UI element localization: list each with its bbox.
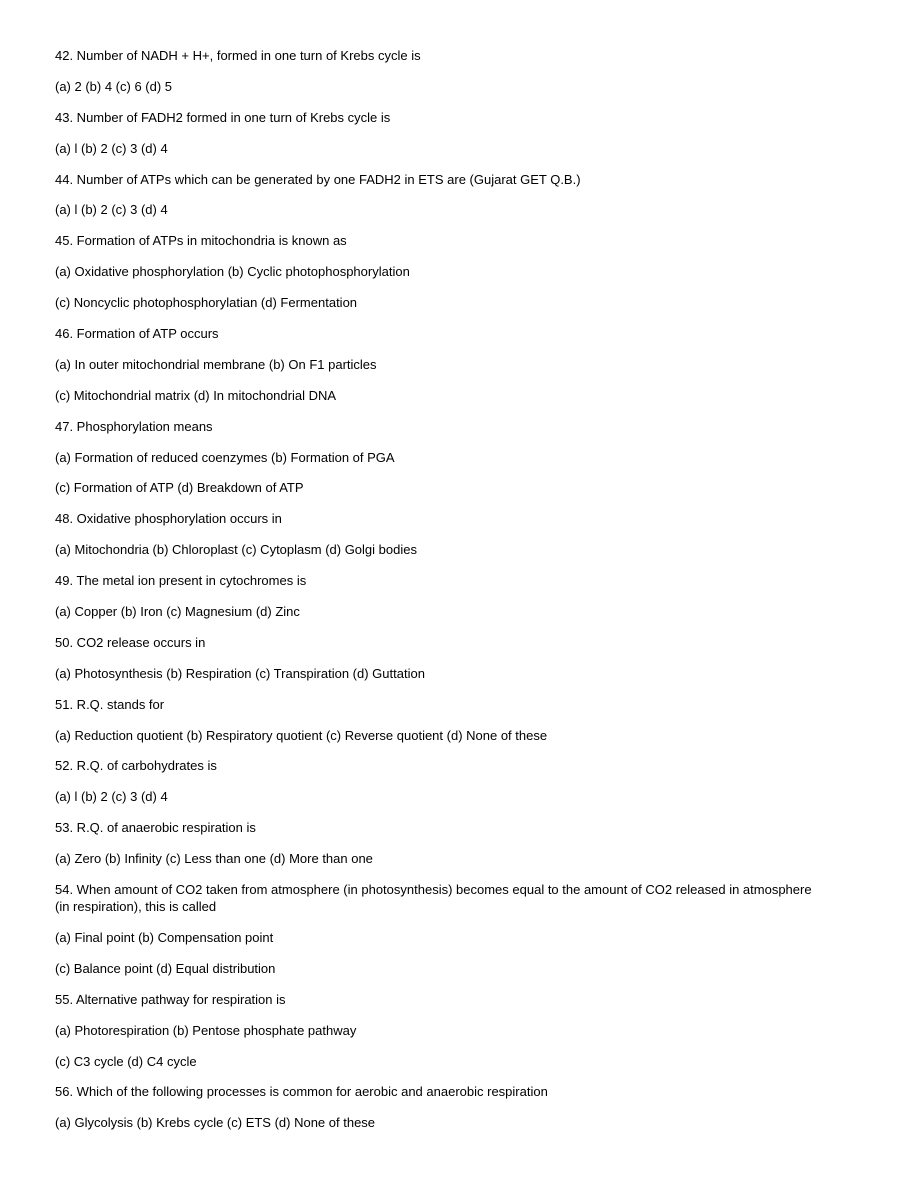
question-text: 47. Phosphorylation means: [55, 418, 213, 434]
answer-options: (a) Glycolysis (b) Krebs cycle (c) ETS (d) None of these: [55, 1115, 376, 1131]
answer-options: (a) l (b) 2 (c) 3 (d) 4: [55, 140, 168, 156]
answer-options: (c) Mitochondrial matrix (d) In mitochondrial DNA: [55, 387, 337, 403]
answer-options: (a) Photorespiration (b) Pentose phosphate pathway: [55, 1022, 357, 1038]
answer-options: (a) Zero (b) Infinity (c) Less than one (d) More than one: [55, 851, 373, 867]
question-text: 46. Formation of ATP occurs: [55, 326, 219, 342]
question-text: 45. Formation of ATPs in mitochondria is known as: [55, 233, 347, 249]
question-text: 53. R.Q. of anaerobic respiration is: [55, 820, 256, 836]
question-text: 55. Alternative pathway for respiration is: [55, 991, 286, 1007]
answer-options: (c) C3 cycle (d) C4 cycle: [55, 1053, 197, 1069]
answer-options: (c) Noncyclic photophosphorylatian (d) Fermentation: [55, 295, 358, 311]
answer-options: (a) Mitochondria (b) Chloroplast (c) Cytoplasm (d) Golgi bodies: [55, 542, 417, 558]
question-text: 56. Which of the following processes is common for aerobic and anaerobic respiration: [55, 1084, 548, 1100]
answer-options: (a) l (b) 2 (c) 3 (d) 4: [55, 202, 168, 218]
question-text: 51. R.Q. stands for: [55, 696, 165, 712]
question-text: 52. R.Q. of carbohydrates is: [55, 758, 217, 774]
question-text: 49. The metal ion present in cytochromes is: [55, 573, 307, 589]
answer-options: (a) Oxidative phosphorylation (b) Cyclic photophosphorylation: [55, 264, 410, 280]
answer-options: (c) Formation of ATP (d) Breakdown of ATP: [55, 480, 304, 496]
answer-options: (a) Reduction quotient (b) Respiratory quotient (c) Reverse quotient (d) None of these: [55, 727, 548, 743]
question-text: 42. Number of NADH + H+, formed in one turn of Krebs cycle is: [55, 48, 421, 63]
question-text: 44. Number of ATPs which can be generated by one FADH2 in ETS are (Gujarat GET Q.B.): [55, 171, 581, 187]
answer-options: (a) Final point (b) Compensation point: [55, 929, 274, 945]
answer-options: (c) Balance point (d) Equal distribution: [55, 960, 276, 976]
answer-options: (a) Photosynthesis (b) Respiration (c) Transpiration (d) Guttation: [55, 665, 425, 681]
question-text: 43. Number of FADH2 formed in one turn of Krebs cycle is: [55, 109, 391, 125]
question-list: [55, 47, 815, 1145]
answer-options: (a) l (b) 2 (c) 3 (d) 4: [55, 789, 168, 805]
question-text: 50. CO2 release occurs in: [55, 634, 206, 650]
question-text: 54. When amount of CO2 taken from atmosphere (in photosynthesis) becomes equal to the amount of CO2 released in atmosphere (in respiration), this is called: [55, 882, 812, 915]
answer-options: (a) Copper (b) Iron (c) Magnesium (d) Zinc: [55, 604, 300, 620]
answer-options: (a) Formation of reduced coenzymes (b) Formation of PGA: [55, 449, 395, 465]
answer-options: (a) 2 (b) 4 (c) 6 (d) 5: [55, 78, 173, 94]
answer-options: (a) In outer mitochondrial membrane (b) On F1 particles: [55, 356, 377, 372]
question-text: 48. Oxidative phosphorylation occurs in: [55, 511, 282, 527]
